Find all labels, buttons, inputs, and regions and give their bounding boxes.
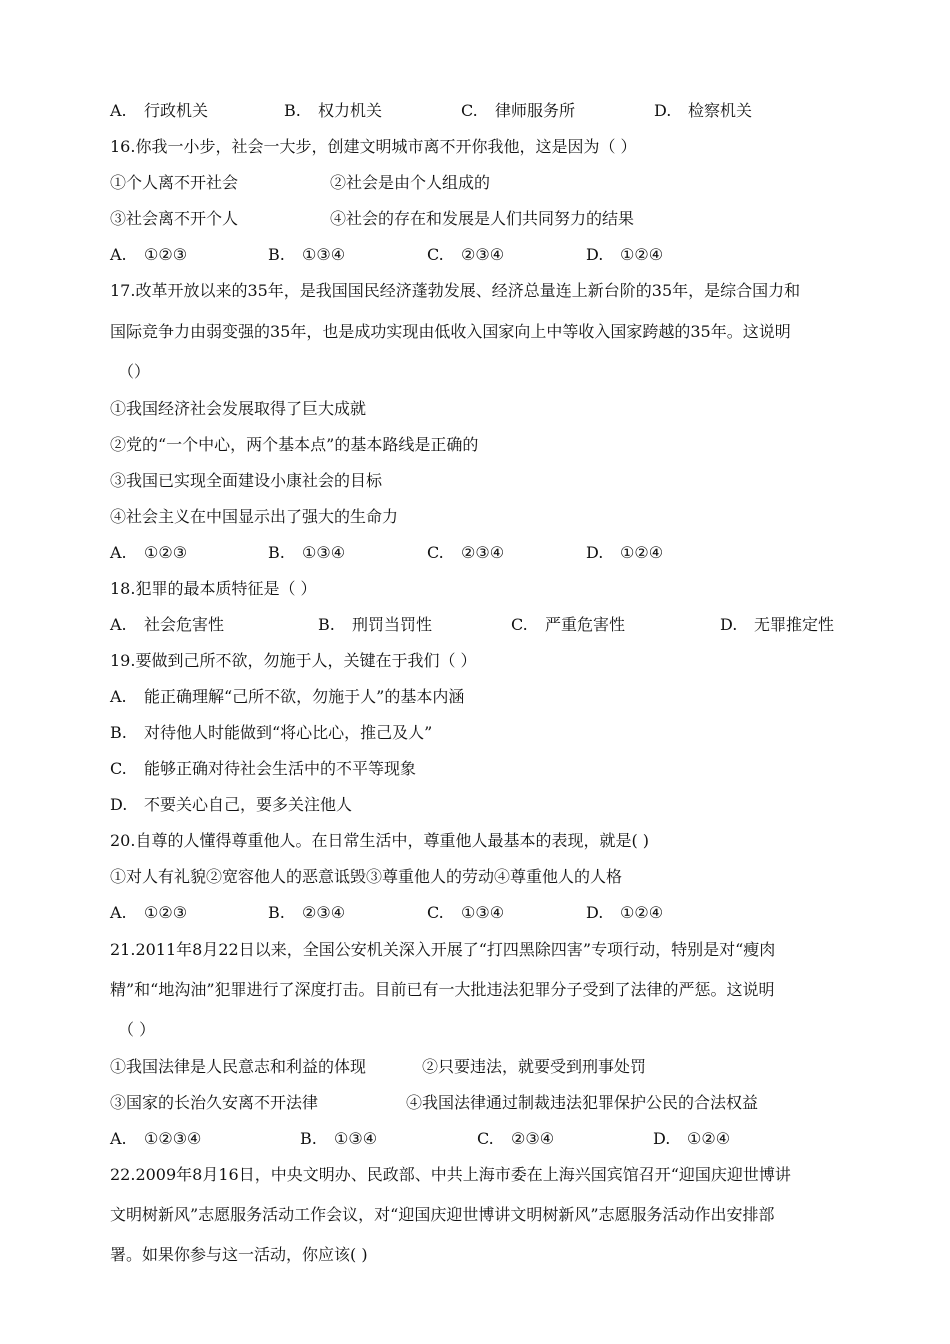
q19-stem: 19.要做到己所不欲，勿施于人，关键在于我们（ ）	[110, 651, 477, 670]
q17-option-b: B. ①③④	[268, 543, 346, 562]
q17-option-d: D. ①②④	[586, 543, 664, 562]
q16-option-d: D. ①②④	[586, 245, 664, 264]
q16-item-1: ①个人离不开社会	[110, 173, 239, 192]
q17-stem-line-1: 17.改革开放以来的35年，是我国国民经济蓬勃发展、经济总量连上新台阶的35年，是综合国力和	[110, 281, 801, 300]
q16-stem: 16.你我一小步，社会一大步，创建文明城市离不开你我他，这是因为（ ）	[110, 137, 637, 156]
q17-item-4: ④社会主义在中国显示出了强大的生命力	[110, 507, 399, 526]
q21-item-3: ③国家的长治久安离不开法律	[110, 1093, 319, 1112]
q16-item-2: ②社会是由个人组成的	[330, 173, 491, 192]
q20-stem: 20.自尊的人懂得尊重他人。在日常生活中，尊重他人最基本的表现，就是( )	[110, 831, 650, 850]
q20-items: ①对人有礼貌②宽容他人的恶意诋毁③尊重他人的劳动④尊重他人的人格	[110, 867, 623, 886]
q21-option-c: C. ②③④	[477, 1129, 555, 1148]
q17-item-1: ①我国经济社会发展取得了巨大成就	[110, 399, 367, 418]
q21-stem-line-2: 精”和“地沟油”犯罪进行了深度打击。目前已有一大批违法犯罪分子受到了法律的严惩。这说明	[110, 980, 775, 999]
q16-item-3: ③社会离不开个人	[110, 209, 239, 228]
q17-item-2: ②党的“一个中心，两个基本点”的基本路线是正确的	[110, 435, 479, 454]
q20-option-a: A. ①②③	[110, 903, 188, 922]
q21-item-1: ①我国法律是人民意志和利益的体现	[110, 1057, 367, 1076]
q21-option-a: A. ①②③④	[110, 1129, 202, 1148]
q21-item-2: ②只要违法，就要受到刑事处罚	[422, 1057, 647, 1076]
q17-item-3: ③我国已实现全面建设小康社会的目标	[110, 471, 383, 490]
q18-option-d: D. 无罪推定性	[720, 615, 835, 634]
q21-option-b: B. ①③④	[300, 1129, 378, 1148]
q19-option-c: C. 能够正确对待社会生活中的不平等现象	[110, 759, 417, 778]
q19-option-d: D. 不要关心自己，要多关注他人	[110, 795, 353, 814]
q15-option-b: B. 权力机关	[284, 101, 383, 120]
q17-option-a: A. ①②③	[110, 543, 188, 562]
q16-item-4: ④社会的存在和发展是人们共同努力的结果	[330, 209, 635, 228]
q18-option-a: A. 社会危害性	[110, 615, 225, 634]
q20-option-b: B. ②③④	[268, 903, 346, 922]
q21-stem-line-1: 21.2011年8月22日以来，全国公安机关深入开展了“打四黑除四害”专项行动，特别是对“瘦肉	[110, 940, 776, 959]
q22-stem-line-1: 22.2009年8月16日，中央文明办、民政部、中共上海市委在上海兴国宾馆召开“迎国庆迎世博讲	[110, 1165, 791, 1184]
q19-option-a: A. 能正确理解“己所不欲，勿施于人”的基本内涵	[110, 687, 465, 706]
q22-stem-line-3: 署。如果你参与这一活动，你应该( )	[110, 1245, 368, 1264]
q18-stem: 18.犯罪的最本质特征是（ ）	[110, 579, 317, 598]
q22-stem-line-2: 文明树新风”志愿服务活动工作会议，对“迎国庆迎世博讲文明树新风”志愿服务活动作出安排部	[110, 1205, 775, 1224]
q17-stem-line-3: （）	[118, 362, 151, 381]
q16-option-c: C. ②③④	[427, 245, 505, 264]
q18-option-c: C. 严重危害性	[511, 615, 626, 634]
q15-option-a: A. 行政机关	[110, 101, 209, 120]
q15-option-d: D. 检察机关	[654, 101, 753, 120]
q16-option-b: B. ①③④	[268, 245, 346, 264]
q16-option-a: A. ①②③	[110, 245, 188, 264]
q20-option-c: C. ①③④	[427, 903, 505, 922]
q21-item-4: ④我国法律通过制裁违法犯罪保护公民的合法权益	[406, 1093, 759, 1112]
q21-stem-line-3: （ ）	[118, 1020, 156, 1039]
q17-stem-line-2: 国际竞争力由弱变强的35年，也是成功实现由低收入国家向上中等收入国家跨越的35年。这说明	[110, 322, 791, 341]
q19-option-b: B. 对待他人时能做到“将心比心，推己及人”	[110, 723, 433, 742]
q17-option-c: C. ②③④	[427, 543, 505, 562]
q18-option-b: B. 刑罚当罚性	[318, 615, 433, 634]
q21-option-d: D. ①②④	[653, 1129, 731, 1148]
q20-option-d: D. ①②④	[586, 903, 664, 922]
q15-option-c: C. 律师服务所	[461, 101, 576, 120]
